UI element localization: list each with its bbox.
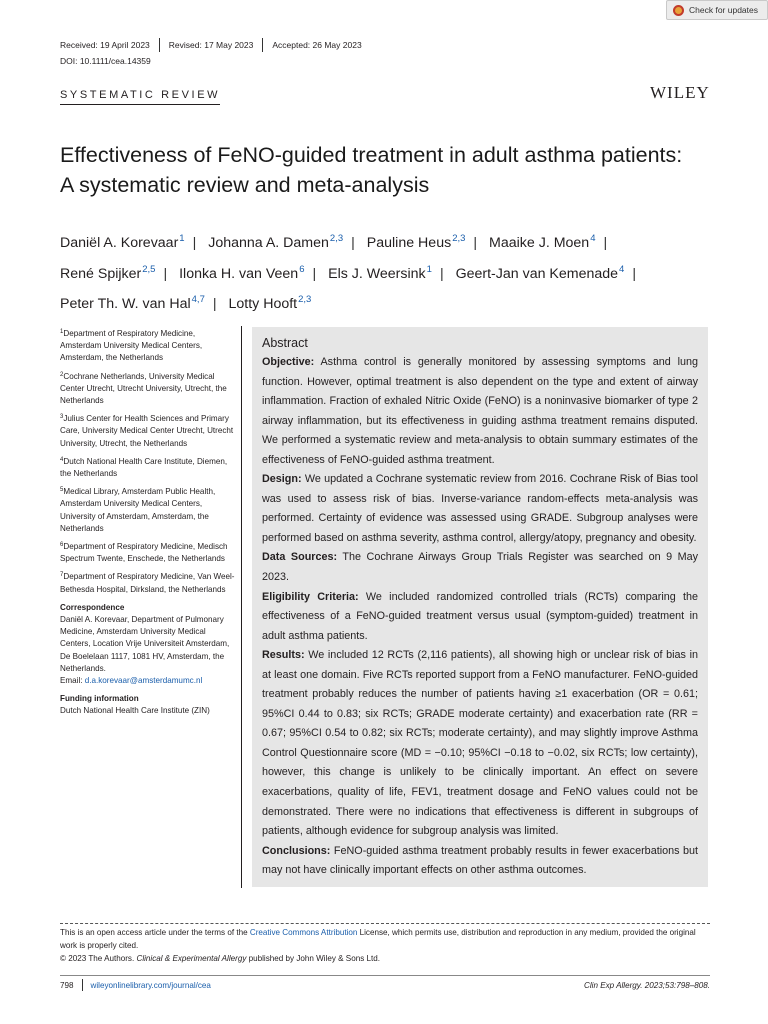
email-link[interactable]: d.a.korevaar@amsterdamumc.nl — [84, 676, 203, 686]
abstract-conclusions: Conclusions: FeNO-guided asthma treatment probably results in fewer exacerbations but may not have clinically important effects on other asthma outcomes. — [262, 844, 699, 877]
author[interactable]: Lotty Hooft$^{2,3}$ — [228, 294, 312, 312]
page-footer-rule — [60, 975, 710, 976]
author[interactable]: Daniël A. Korevaar$^1$ — [60, 233, 185, 251]
publisher-logo: WILEY — [650, 83, 710, 102]
license-note: This is an open access article under the terms of the Creative Commons Attribution License, which permits use, distribution and reproduction in any medium, provided the original work is properly cited. © 2023 The Authors. Clinical & Experimental Allergy published by John Wiley & Sons Ltd. — [60, 928, 696, 963]
affiliation: $^4$Dutch National Health Care Institute, Diemen, the Netherlands — [60, 456, 228, 479]
affiliation: $^6$Department of Respiratory Medicine, Medisch Spectrum Twente, Enschede, the Netherlands — [60, 542, 228, 564]
revised-date: Revised: 17 May 2023 — [168, 40, 254, 50]
page-number: 798 — [60, 980, 74, 990]
article-dates — [60, 38, 362, 52]
funding-text: Dutch National Health Care Institute (ZIN) — [60, 706, 210, 716]
journal-url-link[interactable]: wileyonlinelibrary.com/journal/cea — [90, 980, 211, 990]
author[interactable]: René Spijker$^{2,5}$ — [60, 263, 156, 282]
column-divider — [241, 326, 242, 888]
author[interactable]: Johanna A. Damen$^{2,3}$ — [208, 233, 344, 251]
funding-heading: Funding information — [60, 694, 139, 704]
affiliation: $^3$Julius Center for Health Sciences and Primary Care, University Medical Center Utrecht, Utrecht University, Utrecht, the Netherlands — [60, 414, 234, 448]
correspondence-heading: Correspondence — [60, 602, 125, 612]
author-separator: | — [473, 235, 478, 251]
page-footer — [60, 979, 710, 991]
affiliation: $^1$Department of Respiratory Medicine, Amsterdam University Medical Centers, Amsterdam, the Netherlands — [60, 329, 203, 363]
check-for-updates-label: Check for updates — [689, 5, 758, 15]
author-separator: | — [439, 265, 444, 282]
abstract-objective: Objective: Asthma control is generally monitored by assessing symptoms and lung function. However, optimal treatment is also dependent on the type and extent of airway inflammation. Fraction of exhaled Nitric Oxide (FeNO) is a noninvasive biomarker of type 2 airway inflammation, but its effectiveness in guiding asthma treatment remains disputed. We performed a systematic review and meta-analysis to obtain summary estimates of the effectiveness of FeNO-guided asthma treatment. — [262, 356, 698, 466]
correspondence-text: Daniël A. Korevaar, Department of Pulmonary Medicine, Amsterdam University Medical Centers, Location Vrije Universiteit Amsterdam, De Boelelaan 1117, 1081 HV, Amsterdam, the Netherlands. Email: d.a.korevaar@amsterdamumc.nl — [60, 615, 230, 686]
accepted-date: Accepted: 26 May 2023 — [272, 40, 362, 50]
author-list — [60, 226, 720, 318]
article-type-label: SYSTEMATIC REVIEW — [60, 89, 220, 105]
abstract-heading: Abstract — [262, 336, 308, 350]
author[interactable]: Peter Th. W. van Hal$^{4,7}$ — [60, 294, 205, 312]
author-separator: | — [632, 265, 637, 282]
article-title: Effectiveness of FeNO-guided treatment in adult asthma patients: A systematic review and meta-analysis — [60, 143, 683, 197]
author[interactable]: Ilonka H. van Veen$^6$ — [179, 263, 305, 282]
date-divider — [159, 38, 160, 52]
footer-separator — [82, 979, 83, 991]
doi: DOI: 10.1111/cea.14359 — [60, 56, 151, 66]
author[interactable]: Maaike J. Moen$^4$ — [489, 233, 596, 251]
affiliation: $^5$Medical Library, Amsterdam Public Health, Amsterdam University Medical Centers, University of Amsterdam, Amsterdam, the Netherlands — [60, 487, 216, 533]
abstract-eligibility: Eligibility Criteria: We included randomized controlled trials (RCTs) comparing the effectiveness of a FeNO-guided treatment versus usual (symptom-guided) treatment in adult asthma patients. — [262, 590, 699, 642]
abstract-results: Results: We included 12 RCTs (2,116 patients), all showing high or unclear risk of bias in at least one domain. Five RCTs reported support from a FeNO manufacturer. FeNO-guided treatment probably reduces the number of patients having ≥1 exacerbation (OR = 0.61; 95%CI 0.44 to 0.83; six RCTs; GRADE moderate certainty) and exacerbation rate (RR = 0.67; 95%CI 0.54 to 0.82; six RCTs; moderate certainty), and may slightly improve Asthma Control Questionnaire score (MD = −0.10; 95%CI −0.18 to −0.02, six RCTs; low certainty), however, this change is unlikely to be clinically important. An effect on severe exacerbations, quality of life, FEV1, treatment dosage and FeNO values could not be demonstrated. There were no indications that effectiveness is different in subgroups of patients, although evidence for subgroup analysis was limited. — [262, 649, 699, 838]
crossmark-icon — [673, 5, 684, 16]
author-separator: | — [312, 265, 317, 282]
affiliations-column — [60, 326, 238, 722]
abstract-box — [252, 327, 708, 887]
license-link[interactable]: Creative Commons Attribution — [249, 928, 358, 937]
author[interactable]: Els J. Weersink$^1$ — [328, 263, 432, 282]
author-separator: | — [212, 296, 217, 312]
affiliation: $^2$Cochrane Netherlands, University Medical Center Utrecht, Utrecht University, Utrecht, the Netherlands — [60, 371, 227, 406]
author[interactable]: Pauline Heus$^{2,3}$ — [366, 233, 466, 251]
author-separator: | — [603, 235, 608, 251]
received-date: Received: 19 April 2023 — [60, 40, 150, 50]
date-divider — [262, 38, 263, 52]
author-separator: | — [192, 235, 197, 251]
abstract-data-sources: Data Sources: The Cochrane Airways Group Trials Register was searched on 9 May 2023. — [262, 551, 699, 584]
journal-citation: Clin Exp Allergy. 2023;53:798–808. — [584, 980, 710, 990]
author[interactable]: Geert-Jan van Kemenade$^4$ — [455, 263, 625, 282]
footer-divider — [60, 923, 710, 924]
author-separator: | — [163, 265, 168, 282]
abstract-design: Design: We updated a Cochrane systematic review from 2016. Cochrane Risk of Bias tool was used to assess risk of bias. Inverse-variance random-effects meta-analysis was performed. Certainty of evidence was assessed using GRADE. Subgroup analyses were performed based on asthma severity, asthma control, allergy/atopy, pregnancy and obesity. — [262, 473, 699, 544]
affiliation: $^7$Department of Respiratory Medicine, Van Weel-Bethesda Hospital, Dirksland, the Netherlands — [60, 572, 235, 594]
author-separator: | — [351, 235, 355, 251]
check-for-updates-button[interactable] — [666, 0, 768, 20]
